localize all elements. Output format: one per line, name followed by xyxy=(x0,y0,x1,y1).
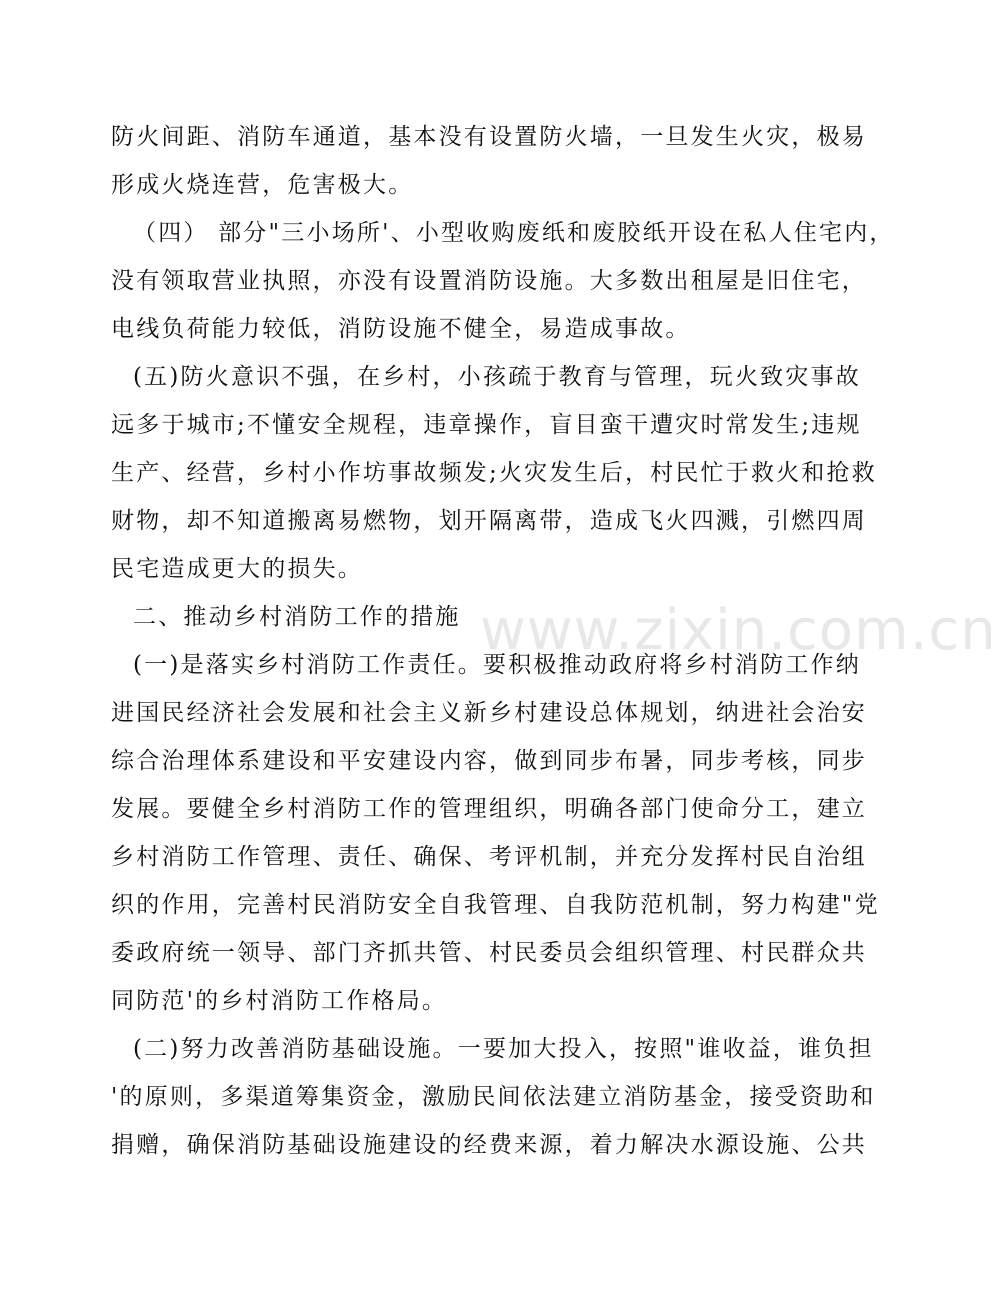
text-line: 形成火烧连营，危害极大。 xyxy=(111,172,414,198)
text-line: (二)努力改善消防基础设施。一要加大投入，按照"谁收益，谁负担 xyxy=(133,1036,874,1062)
text-line: 生产、经营，乡村小作坊事故频发;火灾发生后，村民忙于救火和抢救 xyxy=(111,460,877,486)
text-line: (一)是落实乡村消防工作责任。要积极推动政府将乡村消防工作纳 xyxy=(133,652,861,678)
section-heading: 二、推动乡村消防工作的措施 xyxy=(133,604,461,630)
text-line: 综合治理体系建设和平安建设内容，做到同步布暑，同步考核，同步 xyxy=(111,748,867,774)
text-line: 防火间距、消防车通道，基本没有设置防火墙，一旦发生火灾，极易 xyxy=(111,124,867,150)
text-line: 同防范'的乡村消防工作格局。 xyxy=(111,988,448,1014)
text-line: 委政府统一领导、部门齐抓共管、村民委员会组织管理、村民群众共 xyxy=(111,940,867,966)
text-line: 发展。要健全乡村消防工作的管理组织，明确各部门使命分工，建立 xyxy=(111,796,867,822)
text-line: 乡村消防工作管理、责任、确保、考评机制，并充分发挥村民自治组 xyxy=(111,844,867,870)
text-line: 远多于城市;不懂安全规程，违章操作，盲目蛮干遭灾时常发生;违规 xyxy=(111,412,862,438)
text-line: 织的作用，完善村民消防安全自我管理、自我防范机制，努力构建"党 xyxy=(111,892,880,918)
text-line: 民宅造成更大的损失。 xyxy=(111,556,363,582)
text-line: 没有领取营业执照，亦没有设置消防设施。大多数出租屋是旧住宅， xyxy=(111,268,867,294)
text-line: 进国民经济社会发展和社会主义新乡村建设总体规划，纳进社会治安 xyxy=(111,700,867,726)
text-line: (五)防火意识不强，在乡村，小孩疏于教育与管理，玩火致灾事故 xyxy=(133,364,861,390)
text-line: （四） 部分"三小场所'、小型收购废纸和废胶纸开设在私人住宅内， xyxy=(133,220,895,246)
text-line: '的原则，多渠道筹集资金，激励民间依法建立消防基金，接受资助和 xyxy=(111,1084,876,1110)
text-line: 电线负荷能力较低，消防设施不健全，易造成事故。 xyxy=(111,316,691,342)
text-line: 财物，却不知道搬离易燃物，划开隔离带，造成飞火四溅，引燃四周 xyxy=(111,508,867,534)
watermark: www.zixin.com.cn xyxy=(480,598,997,663)
text-line: 捐赠，确保消防基础设施建设的经费来源，着力解决水源设施、公共 xyxy=(111,1132,867,1158)
